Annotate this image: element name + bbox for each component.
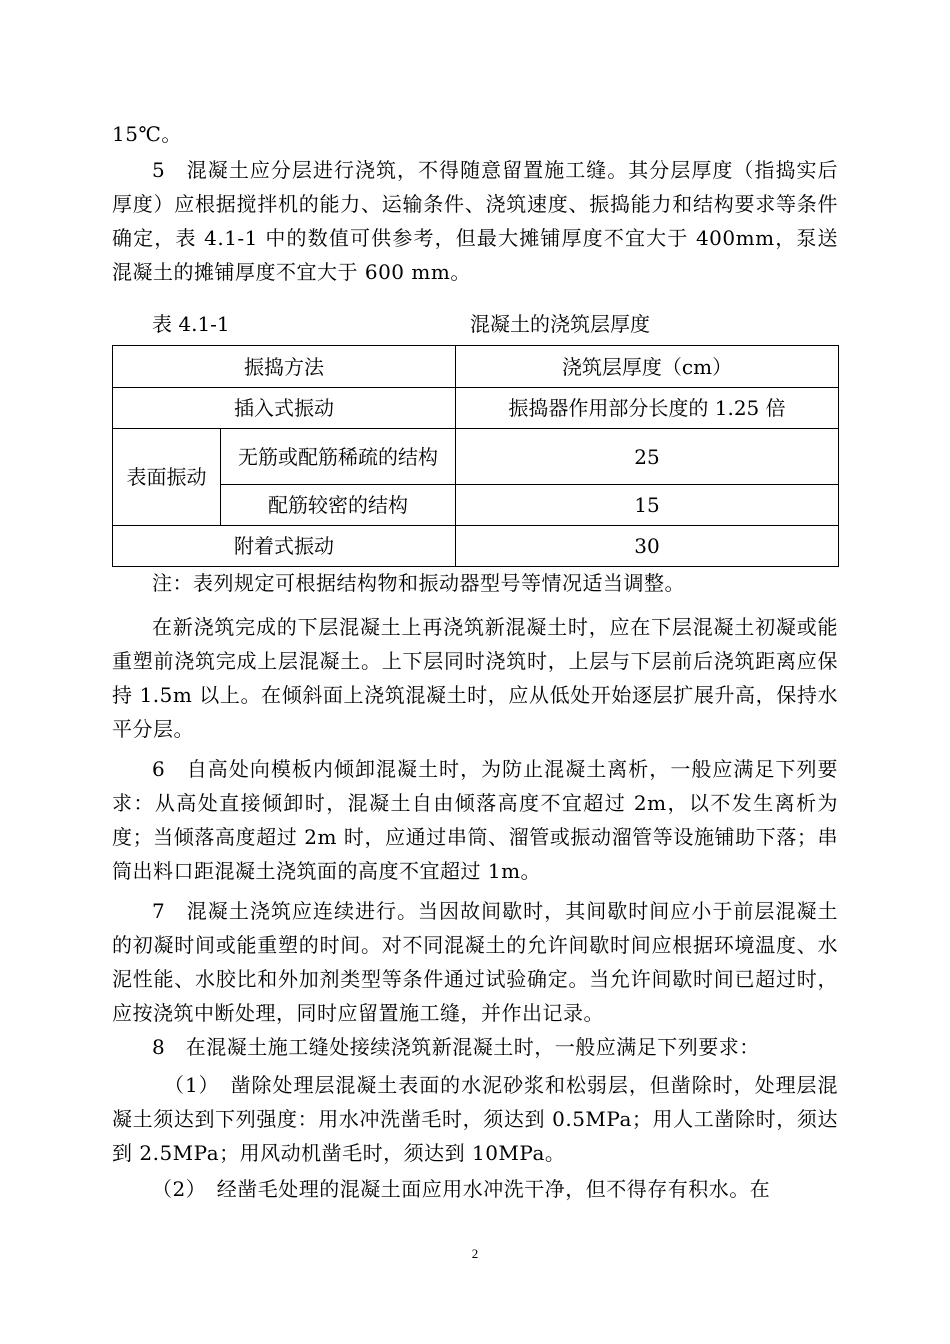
group-label-cell: 表面振动	[113, 429, 221, 526]
table-title: 混凝土的浇筑层厚度	[470, 312, 650, 336]
page-number: 2	[471, 1246, 479, 1261]
method-cell: 插入式振动	[113, 388, 456, 429]
paragraph-layering: 在新浇筑完成的下层混凝土上再浇筑新混凝土时，应在下层混凝土初凝或能重塑前浇筑完成上层混凝土。上下层同时浇筑时，上层与下层前后浇筑距离应保持 1.5m 以上。在倾斜面上浇筑混凝土时，应从低处开始逐层扩展升高，保持水平分层。	[112, 615, 838, 741]
pour-thickness-table	[112, 345, 839, 567]
paragraph-item-7: 7 混凝土浇筑应连续进行。当因故间歇时，其间歇时间应小于前层混凝土的初凝时间或能重塑的时间。对不同混凝土的允许间歇时间应根据环境温度、水泥性能、水胶比和外加剂类型等条件通过试验确定。当允许间歇时间已超过时，应按浇筑中断处理，同时应留置施工缝，并作出记录。	[112, 899, 838, 1025]
table-row	[113, 429, 839, 485]
paragraph-sub-2: （2） 经凿毛处理的混凝土面应用水冲洗干净，但不得存有积水。在	[152, 1177, 771, 1201]
paragraph-item-8: 8 在混凝土施工缝处接续浇筑新混凝土时，一般应满足下列要求：	[152, 1035, 760, 1059]
header-thickness: 浇筑层厚度（cm）	[456, 346, 839, 388]
value-cell: 振捣器作用部分长度的 1.25 倍	[456, 388, 839, 429]
value-cell: 30	[456, 526, 839, 567]
method-cell: 配筋较密的结构	[221, 485, 456, 526]
paragraph-item-6: 6 自高处向模板内倾卸混凝土时，为防止混凝土离析，一般应满足下列要求：从高处直接倾卸时，混凝土自由倾落高度不宜超过 2m，以不发生离析为度；当倾落高度超过 2m 时，应通过串筒、溜管或振动溜管等设施铺助下落；串筒出料口距混凝土浇筑面的高度不宜超过 1m。	[112, 757, 838, 883]
table-row	[113, 388, 839, 429]
table-row	[113, 526, 839, 567]
paragraph-item-5: 5 混凝土应分层进行浇筑，不得随意留置施工缝。其分层厚度（指捣实后厚度）应根据搅拌机的能力、运输条件、浇筑速度、振捣能力和结构要求等条件确定，表 4.1-1 中的数值可供参考，但最大摊铺厚度不宜大于 400mm，泵送混凝土的摊铺厚度不宜大于 600 mm。	[112, 158, 838, 284]
value-cell: 25	[456, 429, 839, 485]
paragraph-sub-1: （1） 凿除处理层混凝土表面的水泥砂浆和松弱层，但凿除时，处理层混凝土须达到下列强度：用水冲洗凿毛时，须达到 0.5MPa；用人工凿除时，须达到 2.5MPa；用风动机凿毛时，须达到 10MPa。	[112, 1073, 838, 1165]
table-note: 注：表列规定可根据结构物和振动器型号等情况适当调整。	[152, 571, 685, 595]
table-header-row	[113, 346, 839, 388]
table-number: 表 4.1-1	[152, 312, 230, 336]
value-cell: 15	[456, 485, 839, 526]
method-cell: 无筋或配筋稀疏的结构	[221, 429, 456, 485]
paragraph-continuation: 15℃。	[112, 122, 182, 146]
table-row	[113, 485, 839, 526]
method-cell: 附着式振动	[113, 526, 456, 567]
header-method: 振捣方法	[113, 346, 456, 388]
